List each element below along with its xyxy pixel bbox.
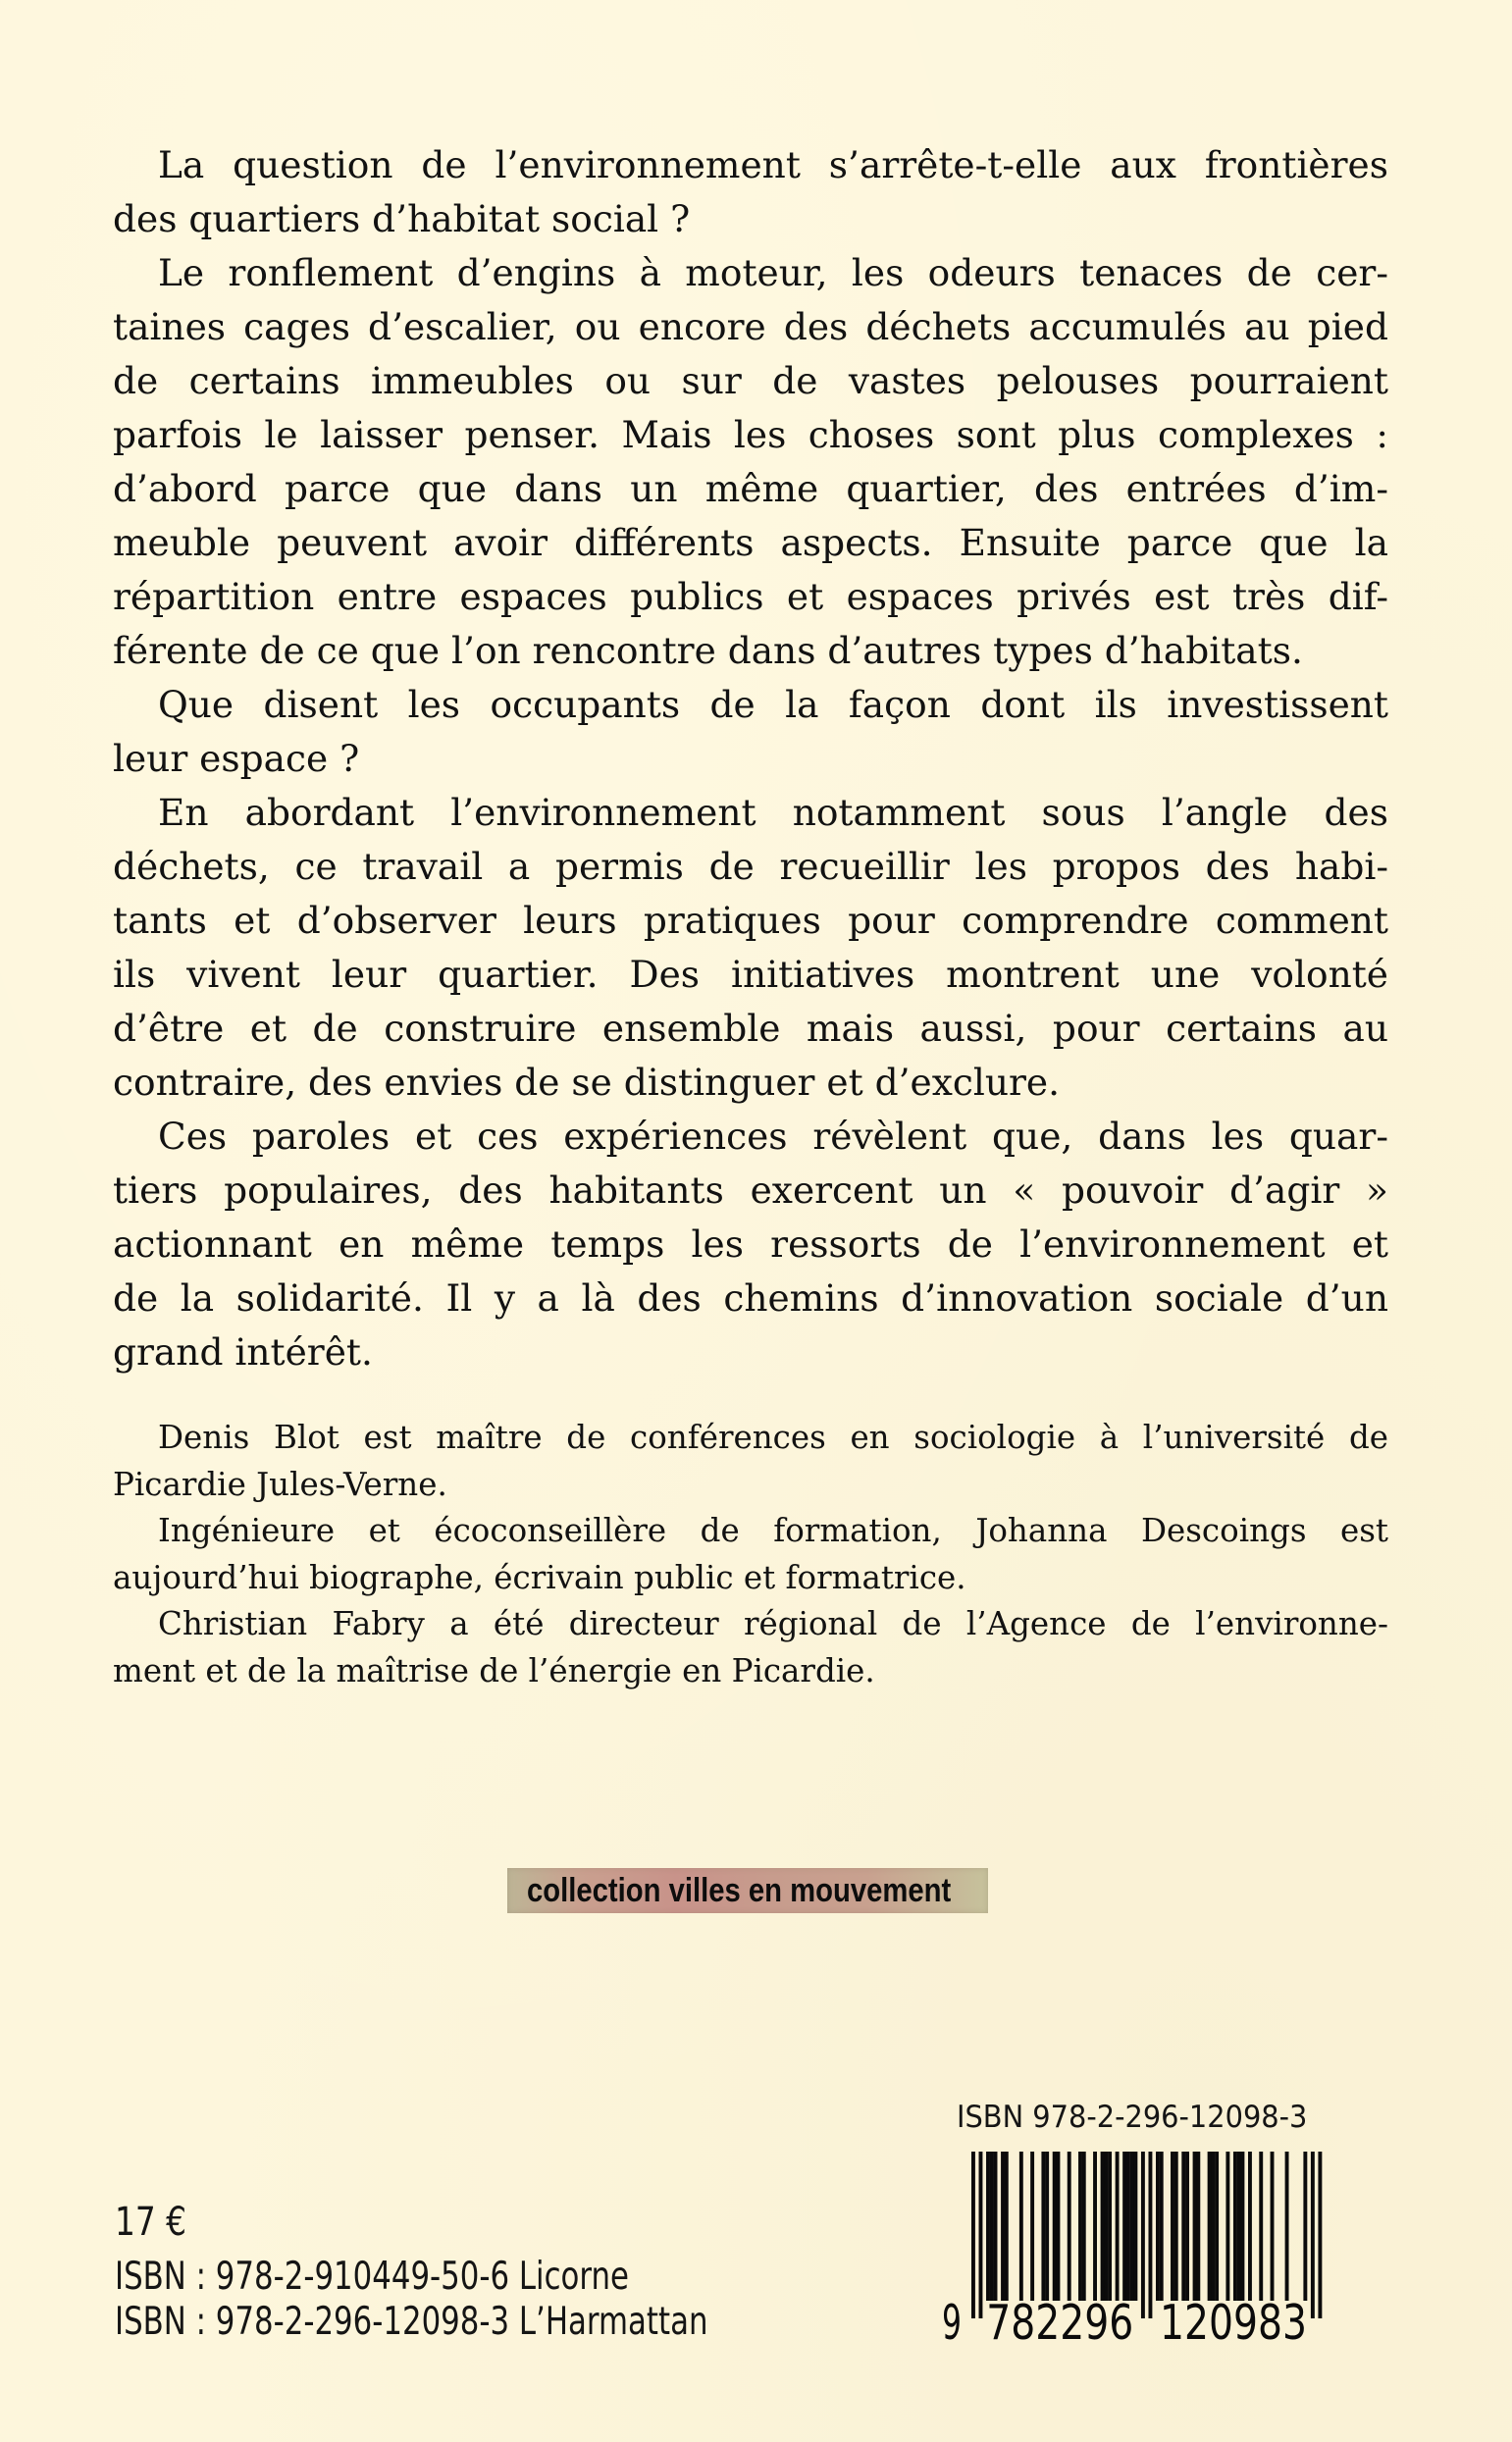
barcode-digits-left: 782296 bbox=[986, 2295, 1134, 2348]
barcode-bar bbox=[1211, 2152, 1215, 2301]
barcode-bar bbox=[1045, 2152, 1049, 2301]
barcode-bar bbox=[1068, 2152, 1071, 2301]
ean13-barcode bbox=[932, 2152, 1334, 2348]
isbn-harmattan: ISBN : 978-2-296-12098-3 L’Harmattan bbox=[115, 2300, 708, 2344]
barcode-bar bbox=[1093, 2152, 1097, 2301]
barcode-bar bbox=[1041, 2152, 1045, 2301]
barcode-bar bbox=[1122, 2152, 1126, 2301]
blurb-line: leur espace ? bbox=[113, 737, 360, 780]
blurb-line: Ces paroles et ces expériences révèlent que, dans les quar- bbox=[158, 1115, 1388, 1158]
barcode-bar bbox=[979, 2152, 983, 2318]
barcode-isbn-label: ISBN 978-2-296-12098-3 bbox=[957, 2100, 1308, 2135]
barcode-bar bbox=[1174, 2152, 1178, 2301]
barcode-bar bbox=[1233, 2152, 1237, 2301]
collection-label: collection villes en mouvement bbox=[527, 1872, 952, 1909]
blurb-line: férente de ce que l’on rencontre dans d’autres types d’habitats. bbox=[113, 629, 1303, 672]
blurb-line: La question de l’environnement s’arrête-t-elle aux frontières bbox=[158, 143, 1388, 186]
barcode-bar bbox=[971, 2152, 975, 2318]
blurb-line: Le ronflement d’engins à moteur, les odeurs tenaces de cer- bbox=[158, 251, 1388, 294]
barcode-svg bbox=[932, 2152, 1334, 2348]
blurb-line: En abordant l’environnement notamment sous l’angle des bbox=[158, 791, 1388, 834]
barcode-bar bbox=[1001, 2152, 1005, 2301]
barcode-bar bbox=[1130, 2152, 1134, 2301]
author-bios bbox=[113, 1415, 1388, 1694]
barcode-bar bbox=[1101, 2152, 1105, 2301]
barcode-bar bbox=[1185, 2152, 1189, 2301]
barcode-bar bbox=[1116, 2152, 1120, 2301]
barcode-bar bbox=[990, 2152, 994, 2301]
price: 17 € bbox=[115, 2200, 187, 2245]
blurb-line: contraire, des envies de se distinguer et d’exclure. bbox=[113, 1061, 1061, 1104]
barcode-bar bbox=[1193, 2152, 1197, 2301]
barcode-bar bbox=[1303, 2152, 1307, 2301]
barcode-bar bbox=[1148, 2152, 1152, 2318]
blurb-line: d’abord parce que dans un même quartier, des entrées d’im- bbox=[113, 467, 1388, 510]
barcode-bar bbox=[1259, 2152, 1263, 2301]
blurb-line: des quartiers d’habitat social ? bbox=[113, 197, 691, 240]
barcode-bar bbox=[1108, 2152, 1112, 2301]
bio-line: Ingénieure et écoconseillère de formation, Johanna Descoings est bbox=[158, 1512, 1388, 1549]
bio-line: ment et de la maîtrise de l’énergie en Picardie. bbox=[113, 1651, 875, 1689]
barcode-digit-lead: 9 bbox=[942, 2295, 962, 2348]
barcode-bar bbox=[1285, 2152, 1289, 2301]
barcode-bar bbox=[1005, 2152, 1009, 2301]
barcode-bar bbox=[1271, 2152, 1275, 2301]
barcode-bar bbox=[1225, 2152, 1229, 2301]
blurb-line: ils vivent leur quartier. Des initiatives montrent une volonté bbox=[113, 953, 1388, 996]
barcode-bar bbox=[1248, 2152, 1252, 2301]
barcode-bar bbox=[1196, 2152, 1200, 2301]
bio-line: aujourd’hui biographe, écrivain public et formatrice. bbox=[113, 1558, 966, 1596]
barcode-bar bbox=[1311, 2152, 1315, 2318]
bio-line: Denis Blot est maître de conférences en sociologie à l’université de bbox=[158, 1419, 1388, 1456]
blurb-line: de certains immeubles ou sur de vastes pelouses pourraient bbox=[113, 359, 1388, 402]
barcode-bar bbox=[1056, 2152, 1060, 2301]
blurb-line: d’être et de construire ensemble mais aussi, pour certains au bbox=[113, 1007, 1388, 1050]
barcode-bar bbox=[1126, 2152, 1130, 2301]
barcode-bar bbox=[1160, 2152, 1164, 2301]
barcode-bar bbox=[1237, 2152, 1241, 2301]
blurb-line: de la solidarité. Il y a là des chemins d’innovation sociale d’un bbox=[113, 1276, 1388, 1320]
blurb-line: actionnant en même temps les ressorts de l’environnement et bbox=[113, 1222, 1388, 1266]
barcode-bar bbox=[1082, 2152, 1086, 2301]
barcode-bar bbox=[1318, 2152, 1322, 2318]
barcode-digits-right: 120983 bbox=[1159, 2295, 1307, 2348]
blurb-line: tiers populaires, des habitants exercent un « pouvoir d’agir » bbox=[113, 1169, 1388, 1212]
barcode-bar bbox=[1078, 2152, 1082, 2301]
blurb-line: tants et d’observer leurs pratiques pour comprendre comment bbox=[113, 899, 1388, 942]
barcode-bar bbox=[1019, 2152, 1023, 2301]
blurb-line: grand intérêt. bbox=[113, 1330, 373, 1374]
blurb-line: parfois le laisser penser. Mais les choses sont plus complexes : bbox=[113, 413, 1388, 456]
barcode-bar bbox=[1141, 2152, 1145, 2318]
barcode-bar bbox=[986, 2152, 990, 2301]
blurb-line: déchets, ce travail a permis de recueillir les propos des habi- bbox=[113, 845, 1388, 888]
blurb-line: taines cages d’escalier, ou encore des déchets accumulés au pied bbox=[113, 305, 1388, 348]
barcode-bar bbox=[1053, 2152, 1057, 2301]
blurb-line: Que disent les occupants de la façon dont ils investissent bbox=[158, 683, 1388, 726]
barcode-bar bbox=[1171, 2152, 1174, 2301]
barcode-bar bbox=[1030, 2152, 1034, 2301]
bio-line: Christian Fabry a été directeur régional de l’Agence de l’environne- bbox=[158, 1605, 1388, 1642]
bio-line: Picardie Jules-Verne. bbox=[113, 1465, 447, 1503]
barcode-bar bbox=[1156, 2152, 1160, 2301]
blurb-line: répartition entre espaces publics et espaces privés est très dif- bbox=[113, 575, 1388, 618]
barcode-bar bbox=[994, 2152, 998, 2301]
blurb-line: meuble peuvent avoir différents aspects. Ensuite parce que la bbox=[113, 521, 1388, 564]
isbn-licorne: ISBN : 978-2-910449-50-6 Licorne bbox=[115, 2255, 630, 2299]
collection-band bbox=[507, 1868, 988, 1913]
barcode-bar bbox=[1240, 2152, 1244, 2301]
blurb-text bbox=[113, 138, 1388, 1379]
barcode-bar bbox=[1215, 2152, 1219, 2301]
barcode-bar bbox=[1133, 2152, 1137, 2301]
barcode-bar bbox=[1104, 2152, 1108, 2301]
barcode-bar bbox=[1181, 2152, 1185, 2301]
barcode-bar bbox=[1208, 2152, 1212, 2301]
